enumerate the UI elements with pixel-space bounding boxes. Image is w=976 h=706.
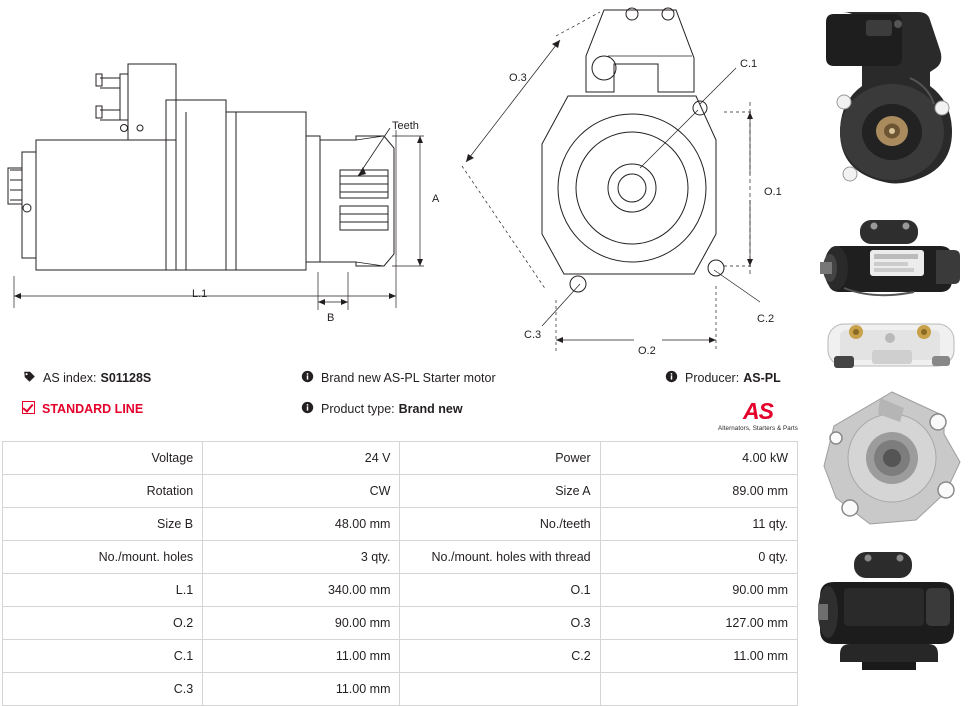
dim-label-c3: C.3 — [524, 329, 542, 341]
dim-label-a: A — [432, 193, 440, 205]
spec-label: C.3 — [3, 673, 203, 706]
technical-drawings — [0, 0, 808, 372]
standard-line-badge — [22, 401, 282, 416]
producer-line — [664, 370, 804, 387]
spec-label: No./mount. holes — [3, 541, 203, 574]
info-column-index — [22, 370, 282, 440]
table-row — [3, 607, 798, 640]
specifications-table — [2, 441, 798, 706]
spec-empty-cell — [400, 673, 600, 706]
producer-label: Producer: — [685, 371, 740, 385]
spec-label: Size B — [3, 508, 203, 541]
dim-label-c1: C.1 — [740, 58, 758, 70]
table-row — [3, 508, 798, 541]
dim-label-teeth: Teeth — [392, 120, 419, 132]
spec-label: O.2 — [3, 607, 203, 640]
as-index-label: AS index: — [43, 371, 97, 385]
aspl-logo-mark: AS — [743, 398, 773, 424]
dim-label-c2: C.2 — [757, 313, 775, 325]
product-type-label: Product type: — [321, 402, 395, 416]
spec-value: 24 V — [203, 442, 400, 475]
spec-label: O.1 — [400, 574, 600, 607]
spec-value: 127.00 mm — [600, 607, 797, 640]
spec-table-body — [3, 442, 798, 706]
tag-icon — [22, 370, 36, 387]
spec-label: C.2 — [400, 640, 600, 673]
product-photo-strip — [808, 0, 976, 692]
info-icon — [300, 401, 314, 418]
spec-value: 0 qty. — [600, 541, 797, 574]
spec-value: 11.00 mm — [203, 673, 400, 706]
spec-value: 90.00 mm — [600, 574, 797, 607]
description-label: Brand new AS-PL Starter motor — [321, 371, 496, 385]
dim-label-b: B — [327, 312, 335, 324]
spec-value: 11.00 mm — [203, 640, 400, 673]
spec-label: Voltage — [3, 442, 203, 475]
product-photo-side-view[interactable] — [814, 536, 970, 686]
info-icon — [300, 370, 314, 387]
table-row — [3, 640, 798, 673]
table-row — [3, 475, 798, 508]
dim-label-o2: O.2 — [638, 345, 656, 357]
info-icon — [664, 370, 678, 387]
drawing-svg — [0, 0, 808, 372]
product-type-line — [300, 401, 640, 418]
spec-label: O.3 — [400, 607, 600, 640]
spec-empty-cell — [600, 673, 797, 706]
spec-value: 48.00 mm — [203, 508, 400, 541]
spec-value: 3 qty. — [203, 541, 400, 574]
spec-label: Rotation — [3, 475, 203, 508]
spec-value: 11 qty. — [600, 508, 797, 541]
product-photo-front-housing[interactable] — [814, 4, 970, 200]
table-row — [3, 541, 798, 574]
dim-label-o1: O.1 — [764, 186, 782, 198]
product-photo-solenoid[interactable] — [814, 316, 970, 382]
product-info-row — [0, 370, 800, 440]
spec-value: 11.00 mm — [600, 640, 797, 673]
product-photo-assembly-angled[interactable] — [814, 206, 970, 310]
spec-label: C.1 — [3, 640, 203, 673]
aspl-logo-subtitle: Alternators, Starters & Parts — [718, 425, 798, 432]
product-type-value: Brand new — [398, 402, 463, 416]
info-column-description — [300, 370, 640, 440]
check-icon — [22, 401, 35, 414]
standard-line-label: STANDARD LINE — [42, 402, 144, 416]
as-index-value: S01128S — [100, 371, 152, 385]
spec-label: L.1 — [3, 574, 203, 607]
spec-label: Power — [400, 442, 600, 475]
table-row — [3, 574, 798, 607]
spec-label: Size A — [400, 475, 600, 508]
producer-value: AS-PL — [743, 371, 781, 385]
spec-value: 340.00 mm — [203, 574, 400, 607]
spec-value: 90.00 mm — [203, 607, 400, 640]
table-row — [3, 673, 798, 706]
spec-label: No./teeth — [400, 508, 600, 541]
as-index-line — [22, 370, 282, 387]
product-photo-mounting-flange[interactable] — [814, 386, 970, 532]
table-row — [3, 442, 798, 475]
dim-label-o3: O.3 — [509, 72, 527, 84]
aspl-logo — [712, 400, 804, 432]
spec-value: CW — [203, 475, 400, 508]
spec-label: No./mount. holes with thread — [400, 541, 600, 574]
spec-value: 4.00 kW — [600, 442, 797, 475]
dim-label-l1: L.1 — [192, 288, 208, 300]
spec-value: 89.00 mm — [600, 475, 797, 508]
description-line — [300, 370, 640, 387]
